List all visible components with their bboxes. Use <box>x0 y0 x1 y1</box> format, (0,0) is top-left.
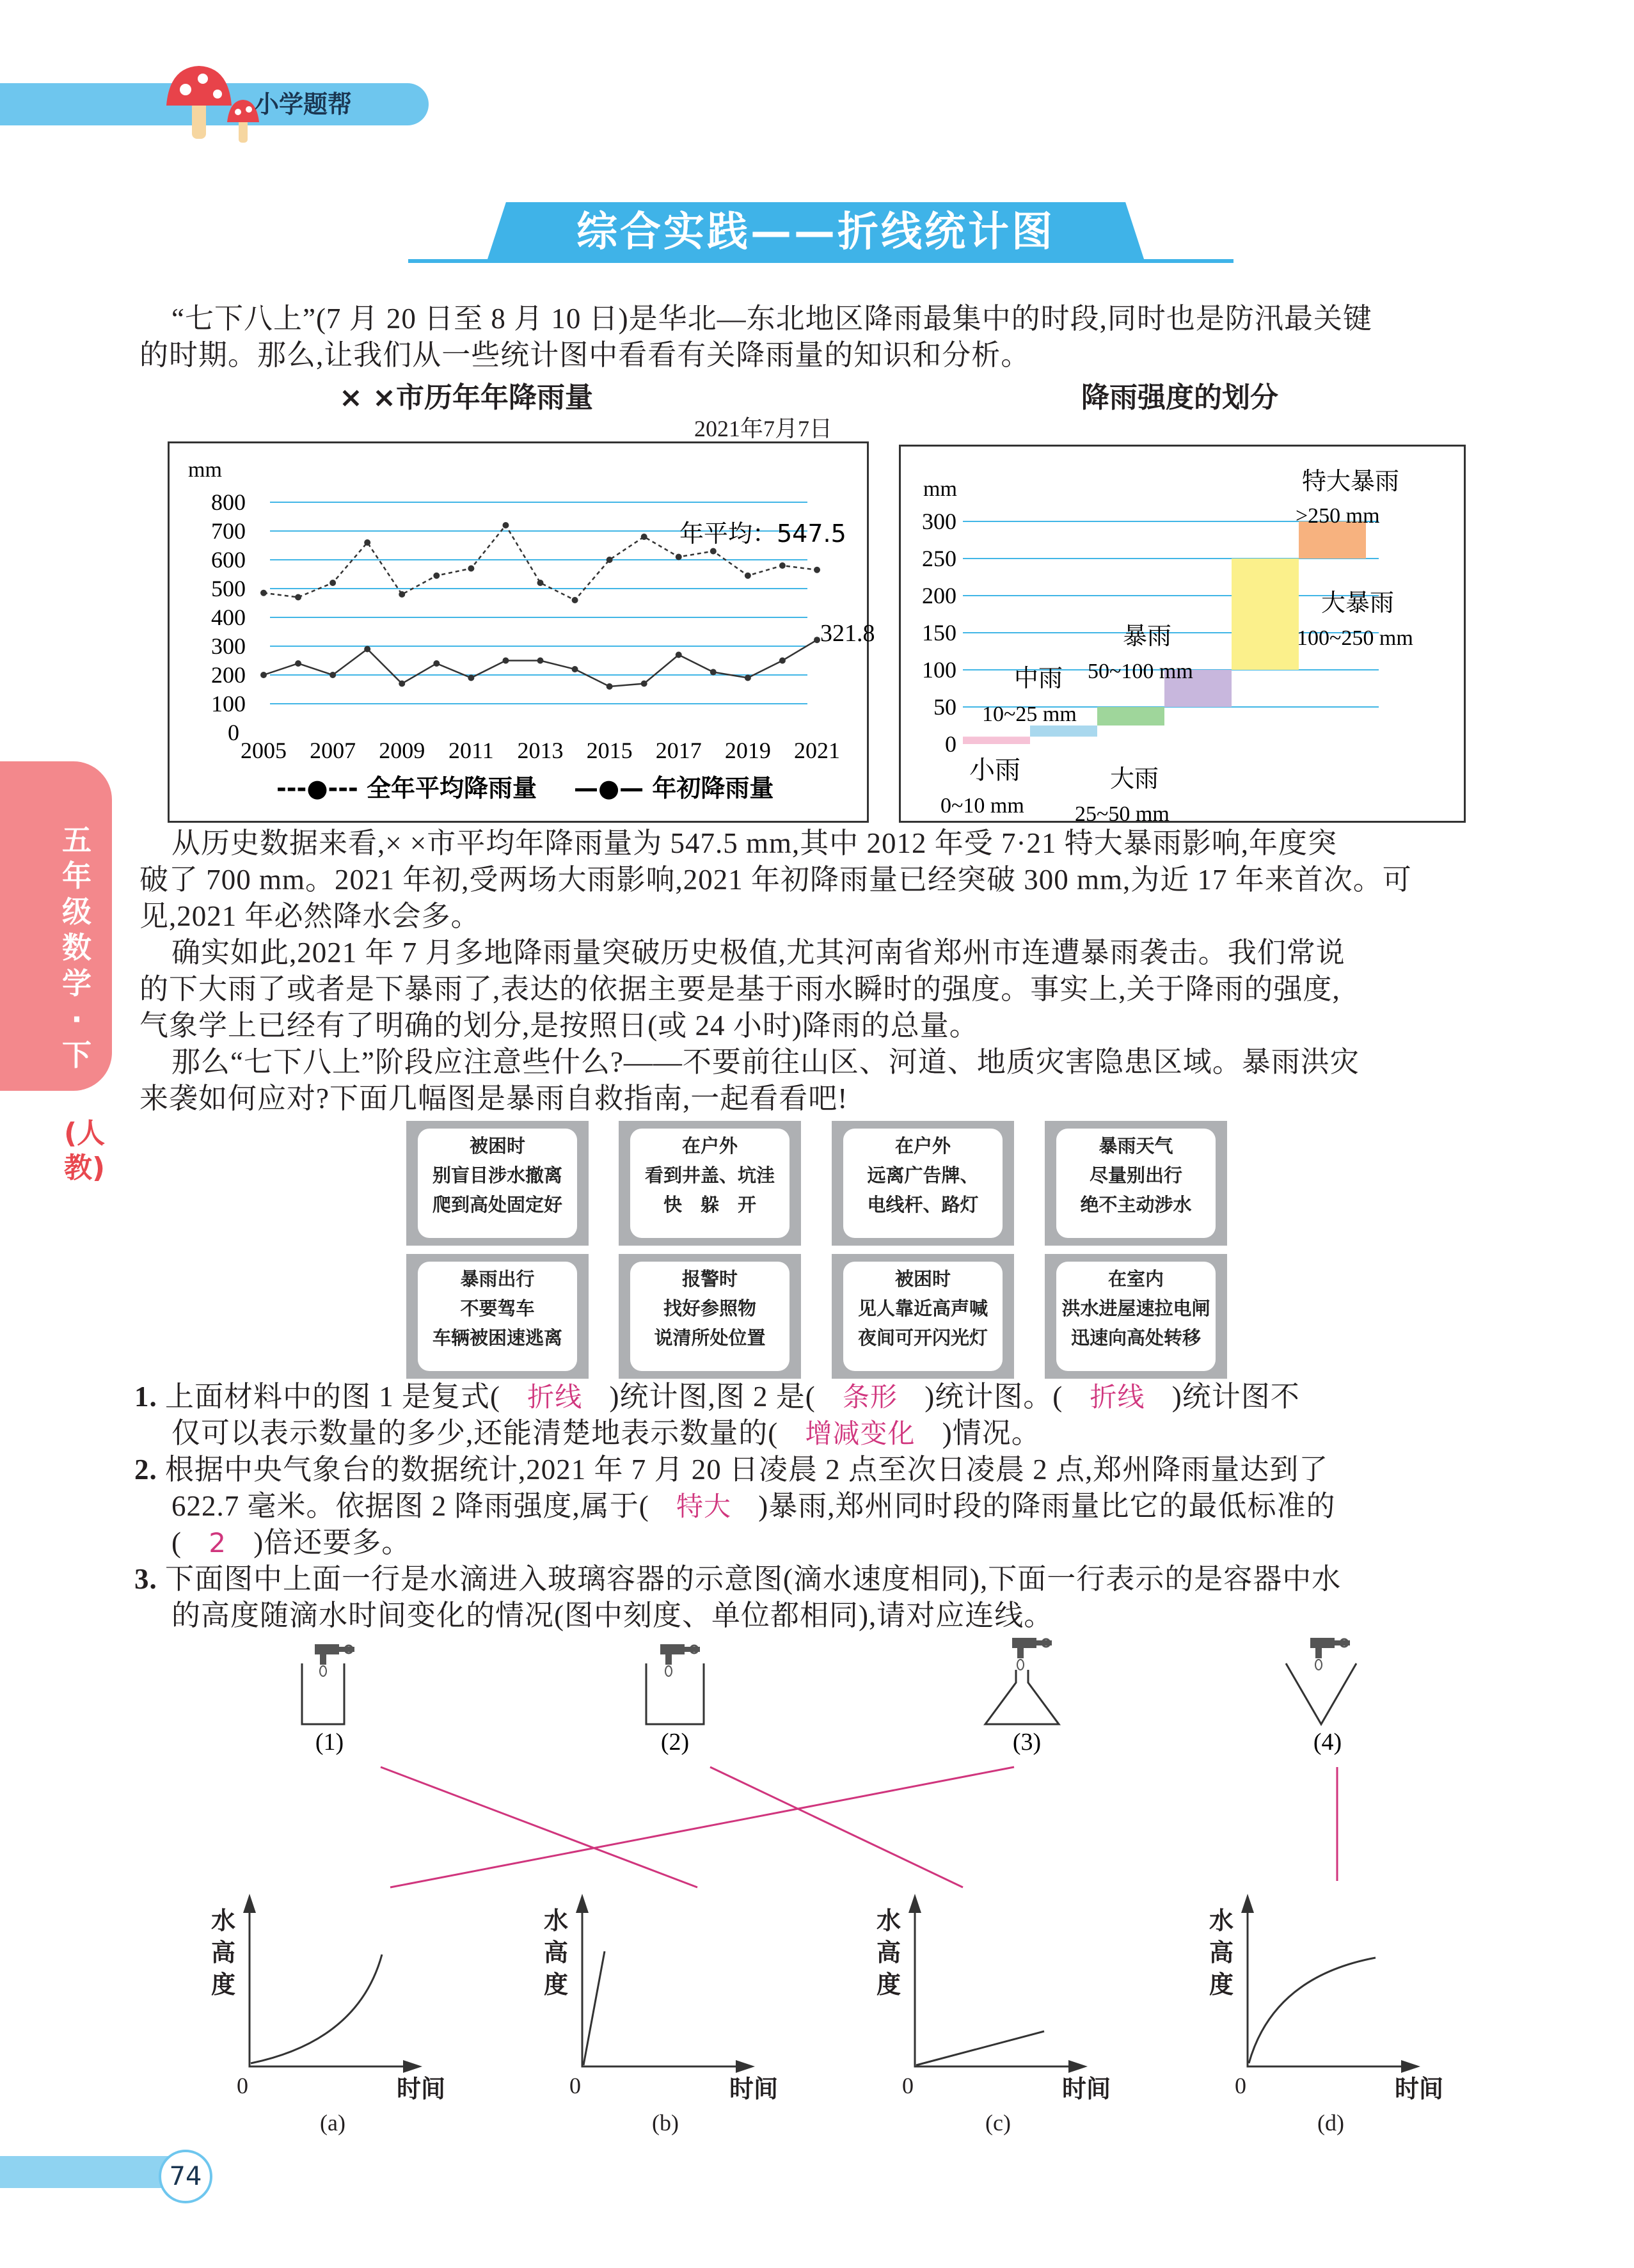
data-point <box>502 658 509 664</box>
question-2-line-2: 622.7 毫米。依据图 2 降雨强度,属于( 特大 )暴雨,郑州同时段的降雨量比它的最低标准的 <box>171 1490 1336 1522</box>
container-3 <box>985 1638 1059 1724</box>
y-axis-unit: mm <box>923 477 957 501</box>
y-tick-label: 600 <box>211 547 246 573</box>
y-axis-unit: mm <box>188 458 222 482</box>
data-point <box>572 666 578 672</box>
y-tick-label: 50 <box>933 694 956 720</box>
curve-b <box>583 1951 605 2065</box>
axis-x-label: 时间 <box>397 2075 446 2103</box>
data-point <box>329 672 336 678</box>
data-point <box>814 637 820 643</box>
data-point <box>329 580 336 586</box>
tip-line: 电线杆、路灯 <box>867 1194 979 1216</box>
data-point <box>468 675 474 681</box>
x-tick-label: 2005 <box>241 738 287 763</box>
tip-line: 远离广告牌、 <box>867 1164 979 1186</box>
tip-card <box>619 1254 801 1379</box>
tip-card <box>832 1121 1014 1246</box>
data-point <box>295 594 301 601</box>
question-number: 3 <box>134 1563 150 1595</box>
paragraph-line: 从历史数据来看,× ×市平均年降雨量为 547.5 mm,其中 2012 年受 7·21 特大暴雨影响,年度突 <box>171 827 1337 859</box>
graph-label: (a) <box>320 2110 345 2136</box>
range-label: 0~10 mm <box>940 794 1024 818</box>
data-point <box>502 522 509 528</box>
graph-d <box>1209 1894 1443 2136</box>
data-point <box>641 534 647 540</box>
range-label: 10~25 mm <box>982 702 1077 726</box>
brand-name: 小学题帮 <box>255 90 353 118</box>
container-1 <box>302 1644 354 1724</box>
data-point <box>641 681 647 687</box>
answer-lines <box>381 1767 1337 1887</box>
y-tick-label: 0 <box>228 720 239 745</box>
chart1-title: × ×市历年年降雨量 <box>339 381 594 414</box>
y-tick-label: 300 <box>211 633 246 659</box>
tip-heading: 报警时 <box>681 1268 738 1290</box>
chart1-date: 2021年7月7日 <box>694 416 833 441</box>
intro-line-2: 的时期。那么,让我们从一些统计图中看看有关降雨量的知识和分析。 <box>139 339 1031 371</box>
intro-line-1: “七下八上”(7 月 20 日至 8 月 10 日)是华北—东北地区降雨最集中的时段,同时也是防汛最关键 <box>171 303 1372 335</box>
legend-entry: —●— 年初降雨量 <box>574 774 774 802</box>
y-tick-label: 250 <box>922 546 956 571</box>
bar-大雨 <box>1097 707 1164 726</box>
answer-1a: 折线 <box>527 1381 583 1413</box>
faucet-icon <box>315 1644 354 1676</box>
y-tick-label: 300 <box>922 509 956 534</box>
data-point <box>710 669 717 676</box>
range-label: 50~100 mm <box>1088 660 1193 683</box>
graph-b <box>544 1894 778 2136</box>
data-point <box>260 672 267 678</box>
tip-line: 快 躲 开 <box>663 1194 756 1216</box>
paragraph-line: 确实如此,2021 年 7 月多地降雨量突破历史极值,尤其河南省郑州市连遭暴雨袭击。我们常说 <box>171 937 1345 969</box>
paragraph-line: 气象学上已经有了明确的划分,是按照日(或 24 小时)降雨的总量。 <box>139 1010 979 1042</box>
answer-1d: 增减变化 <box>805 1418 916 1449</box>
graph-c <box>876 1894 1111 2136</box>
match-line-3-a <box>390 1767 1014 1887</box>
line-chart <box>168 441 875 823</box>
tip-card <box>406 1121 589 1246</box>
graph-label: (d) <box>1317 2110 1344 2136</box>
tip-card <box>406 1254 589 1379</box>
category-label: 暴雨 <box>1123 622 1172 650</box>
graph-label: (c) <box>985 2110 1011 2136</box>
graph-a <box>211 1894 445 2136</box>
x-tick-label: 2015 <box>586 738 633 763</box>
y-tick-label: 150 <box>922 620 956 646</box>
svg-text:水高度: 水高度 <box>1209 1907 1234 1999</box>
y-tick-label: 500 <box>211 576 246 601</box>
data-point <box>260 590 267 596</box>
tip-heading: 在室内 <box>1107 1268 1164 1290</box>
annotation-average: 年平均：547.5 <box>679 519 846 548</box>
page-title: 综合实践——折线统计图 <box>576 209 1055 256</box>
tip-heading: 被困时 <box>469 1135 525 1157</box>
axis-y-label: 水高度 <box>211 1907 236 1999</box>
question-3-line-1: 3. 下面图中上面一行是水滴进入玻璃容器的示意图(滴水速度相同),下面一行表示的是容器中水 <box>134 1563 1342 1595</box>
legend-entry: ---●--- 全年平均降雨量 <box>276 774 537 802</box>
tip-line: 爬到高处固定好 <box>432 1194 562 1216</box>
paragraph-line: 那么“七下八上”阶段应注意些什么?——不要前往山区、河道、地质灾害隐患区域。暴雨洪灾 <box>171 1046 1360 1078</box>
origin-label: 0 <box>237 2073 248 2098</box>
axis-x-label: 时间 <box>1395 2075 1444 2103</box>
y-tick-label: 100 <box>211 691 246 717</box>
svg-text:水高度: 水高度 <box>876 1907 901 1999</box>
data-point <box>399 591 405 598</box>
tip-line: 找好参照物 <box>663 1297 756 1319</box>
data-point <box>537 580 544 586</box>
y-tick-label: 100 <box>922 657 956 683</box>
range-label: 25~50 mm <box>1075 802 1170 826</box>
tip-card <box>1045 1254 1227 1379</box>
faucet-icon <box>1310 1638 1350 1670</box>
x-tick-label: 2017 <box>655 738 702 763</box>
tip-heading: 暴雨天气 <box>1099 1135 1173 1157</box>
intensity-chart <box>899 445 1466 826</box>
data-point <box>779 658 786 664</box>
tip-heading: 被困时 <box>894 1268 951 1290</box>
container-4 <box>1286 1638 1356 1724</box>
container-label: (2) <box>660 1729 690 1756</box>
bar-小雨 <box>963 736 1030 744</box>
container-2 <box>646 1644 704 1724</box>
y-tick-label: 200 <box>211 662 246 688</box>
x-tick-label: 2019 <box>724 738 771 763</box>
x-tick-label: 2009 <box>379 738 425 763</box>
data-point <box>745 573 751 579</box>
y-tick-label: 400 <box>211 605 246 630</box>
data-point <box>364 646 370 653</box>
match-line-1-c <box>381 1767 697 1887</box>
chart2-title: 降雨强度的划分 <box>1081 381 1278 414</box>
tip-line: 看到井盖、坑洼 <box>644 1164 775 1186</box>
tip-line: 不要驾车 <box>460 1297 535 1319</box>
tip-line: 尽量别出行 <box>1089 1164 1182 1186</box>
paragraph-line: 破了 700 mm。2021 年初,受两场大雨影响,2021 年初降雨量已经突破 300 mm,为近 17 年来首次。可 <box>139 864 1412 896</box>
bar-中雨 <box>1030 726 1097 736</box>
axis-x-label: 时间 <box>1062 2075 1111 2103</box>
x-tick-label: 2021 <box>794 738 840 763</box>
bar-大暴雨 <box>1232 559 1299 670</box>
y-tick-label: 700 <box>211 518 246 544</box>
tip-card <box>1045 1121 1227 1246</box>
faucet-icon <box>1012 1638 1052 1670</box>
curve-c <box>916 2031 1044 2065</box>
side-tab-title: 五年级数学·下 <box>62 823 91 1072</box>
tip-line: 绝不主动涉水 <box>1080 1194 1192 1216</box>
data-point <box>468 566 474 572</box>
category-label: 大暴雨 <box>1321 589 1395 617</box>
page-number-band <box>0 2156 186 2188</box>
matching-figure <box>0 1631 1634 2143</box>
tip-line: 别盲目涉水撤离 <box>432 1164 562 1186</box>
tip-line: 洪水进屋速拉电闸 <box>1061 1297 1210 1319</box>
container-label: (4) <box>1313 1729 1342 1756</box>
category-label: 特大暴雨 <box>1302 467 1400 495</box>
data-point <box>607 683 613 690</box>
question-number: 2 <box>134 1454 150 1486</box>
data-point <box>537 658 544 664</box>
curve-a <box>251 1955 382 2063</box>
container-label: (1) <box>315 1729 344 1756</box>
y-tick-label: 0 <box>945 731 956 757</box>
tip-card <box>619 1121 801 1246</box>
tip-heading: 在户外 <box>894 1135 951 1157</box>
tip-line: 车辆被困速逃离 <box>432 1327 562 1349</box>
side-tab-edition: (人教) <box>64 1117 106 1184</box>
answer-2b: 2 <box>209 1527 226 1558</box>
page-number: 74 <box>159 2150 212 2203</box>
paragraph-line: 见,2021 年必然降水会多。 <box>139 900 480 932</box>
tip-line: 夜间可开闪光灯 <box>857 1327 988 1349</box>
graph-label: (b) <box>652 2110 679 2136</box>
side-tab <box>0 761 112 1091</box>
data-point <box>433 573 440 579</box>
x-tick-label: 2007 <box>310 738 356 763</box>
data-point <box>572 597 578 603</box>
origin-label: 0 <box>902 2073 914 2098</box>
tip-line: 说清所处位置 <box>654 1327 766 1349</box>
tip-line: 迅速向高处转移 <box>1070 1327 1201 1349</box>
data-point <box>814 567 820 573</box>
y-tick-label: 800 <box>211 489 246 515</box>
tip-line: 见人靠近高声喊 <box>857 1297 988 1319</box>
data-point <box>295 660 301 667</box>
x-tick-label: 2013 <box>517 738 564 763</box>
category-label: 大雨 <box>1110 765 1159 793</box>
answer-1c: 折线 <box>1090 1381 1145 1413</box>
annotation-value: 321.8 <box>820 620 875 647</box>
question-3-line-2: 的高度随滴水时间变化的情况(图中刻度、单位都相同),请对应连线。 <box>171 1599 1054 1631</box>
category-label: 小雨 <box>969 756 1020 785</box>
answer-2a: 特大 <box>676 1491 732 1522</box>
question-1-line-1: 1. 上面材料中的图 1 是复式( 折线 )统计图,图 2 是( 条形 )统计图。( 折线 )统计图不 <box>134 1381 1300 1413</box>
data-point <box>676 554 682 560</box>
data-point <box>607 557 613 563</box>
data-point <box>399 681 405 687</box>
faucet-icon <box>660 1644 700 1676</box>
origin-label: 0 <box>1235 2073 1246 2098</box>
data-point <box>779 562 786 569</box>
svg-text:水高度: 水高度 <box>544 1907 569 1999</box>
question-number: 1 <box>134 1381 150 1413</box>
data-point <box>676 652 682 658</box>
range-label: 100~250 mm <box>1297 626 1413 650</box>
origin-label: 0 <box>569 2073 581 2098</box>
axis-x-label: 时间 <box>729 2075 779 2103</box>
answer-1b: 条形 <box>843 1381 898 1413</box>
y-tick-label: 200 <box>922 583 956 608</box>
data-point <box>364 539 370 546</box>
question-1-line-2: 仅可以表示数量的多少,还能清楚地表示数量的( 增减变化 )情况。 <box>171 1417 1041 1449</box>
data-point <box>710 548 717 555</box>
category-label: 中雨 <box>1014 664 1063 692</box>
tip-heading: 在户外 <box>681 1135 738 1157</box>
question-2-line-1: 2. 根据中央气象台的数据统计,2021 年 7 月 20 日凌晨 2 点至次日凌晨 2 点,郑州降雨量达到了 <box>134 1454 1329 1486</box>
question-2-line-3: ( 2 )倍还要多。 <box>171 1527 411 1558</box>
curve-d <box>1249 1958 1376 2063</box>
x-tick-label: 2011 <box>448 738 494 763</box>
range-label: >250 mm <box>1296 504 1380 528</box>
paragraph-line: 来袭如何应对?下面几幅图是暴雨自救指南,一起看看吧! <box>139 1082 848 1114</box>
data-point <box>433 660 440 667</box>
tip-heading: 暴雨出行 <box>460 1268 535 1290</box>
container-label: (3) <box>1012 1729 1042 1756</box>
paragraph-line: 的下大雨了或者是下暴雨了,表达的依据主要是基于雨水瞬时的强度。事实上,关于降雨的强度, <box>139 973 1340 1005</box>
data-point <box>745 675 751 681</box>
tip-card <box>832 1254 1014 1379</box>
